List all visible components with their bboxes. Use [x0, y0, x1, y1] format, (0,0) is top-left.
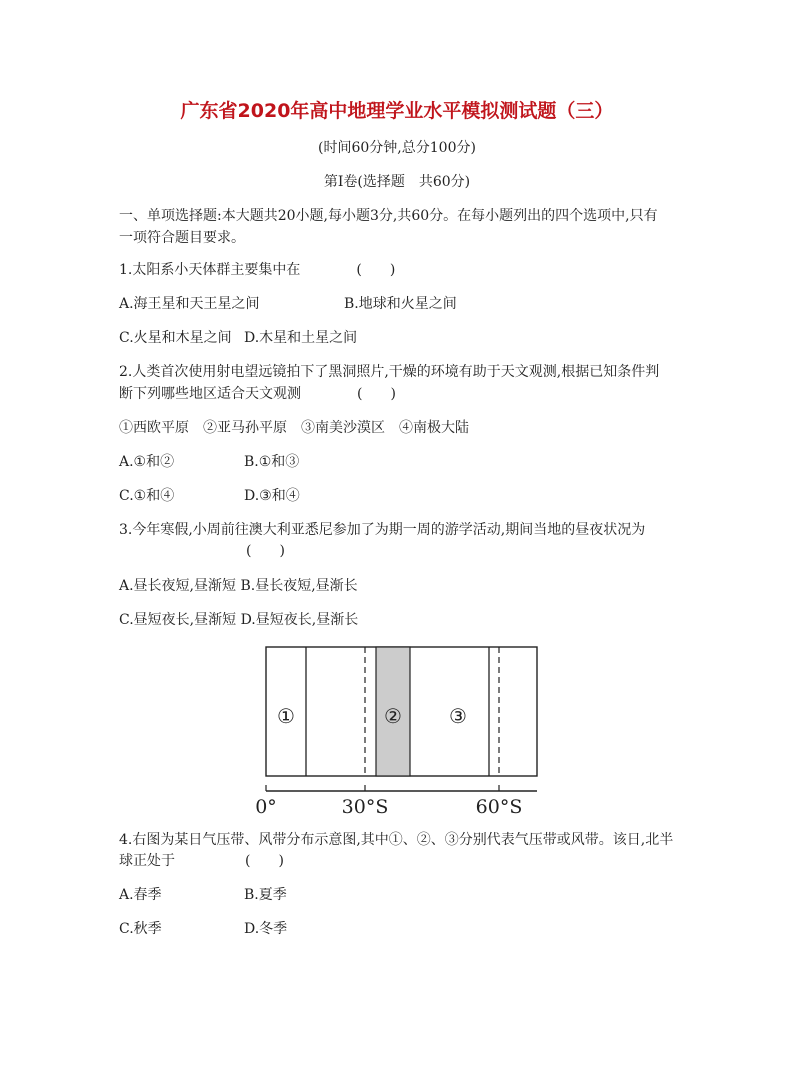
q1-option-b: B.地球和火星之间: [344, 296, 457, 312]
exam-time-note: (时间60分钟,总分100分): [318, 140, 476, 156]
q1-stem: 1.太阳系小天体群主要集中在 ( ): [119, 262, 396, 278]
q3-stem-line1: 3.今年寒假,小周前往澳大利亚悉尼参加了为期一周的游学活动,期间当地的昼夜状况为: [119, 522, 646, 538]
q2-option-c: C.①和④: [119, 488, 175, 504]
q4-stem-line2: 球正处于 ( ): [119, 853, 284, 869]
axis-label-60s: 60°S: [475, 796, 523, 818]
q4-stem-line1: 4.右图为某日气压带、风带分布示意图,其中①、②、③分别代表气压带或风带。该日,北半: [119, 832, 674, 848]
q2-option-d: D.③和④: [244, 488, 300, 504]
q2-option-a: A.①和②: [119, 454, 175, 470]
q4-option-b: B.夏季: [244, 887, 287, 903]
q1-option-c: C.火星和木星之间: [119, 330, 232, 346]
q4-option-c: C.秋季: [119, 921, 162, 937]
instructions-line1: 一、单项选择题:本大题共20小题,每小题3分,共60分。在每小题列出的四个选项中,只有: [119, 208, 658, 224]
axis-label-0: 0°: [255, 796, 277, 818]
q2-items: ①西欧平原 ②亚马孙平原 ③南美沙漠区 ④南极大陆: [119, 420, 469, 436]
q3-options-cd: C.昼短夜长,昼渐短 D.昼短夜长,昼渐长: [119, 612, 359, 628]
belt-label-2: ②: [384, 704, 402, 728]
axis-label-30s: 30°S: [341, 796, 389, 818]
page-title: 广东省2020年高中地理学业水平模拟测试题（三）: [180, 100, 614, 122]
section-heading: 第Ⅰ卷(选择题 共60分): [323, 174, 471, 190]
q1-option-d: D.木星和土星之间: [244, 330, 358, 346]
q4-option-d: D.冬季: [244, 921, 288, 937]
q2-stem-line1: 2.人类首次使用射电望远镜拍下了黑洞照片,干燥的环境有助于天文观测,根据已知条件判: [119, 364, 660, 380]
q2-option-b: B.①和③: [244, 454, 300, 470]
q3-options-ab: A.昼长夜短,昼渐短 B.昼长夜短,昼渐长: [119, 578, 358, 594]
q1-option-a: A.海王星和天王星之间: [119, 296, 260, 312]
instructions-line2: 一项符合题目要求。: [119, 230, 245, 246]
belt-label-3: ③: [449, 704, 467, 728]
pressure-belt-diagram: [255, 640, 545, 820]
q4-option-a: A.春季: [119, 887, 162, 903]
q2-stem-line2: 断下列哪些地区适合天文观测 ( ): [119, 386, 396, 402]
belt-label-1: ①: [277, 704, 295, 728]
q3-stem-line2: ( ): [246, 543, 285, 559]
